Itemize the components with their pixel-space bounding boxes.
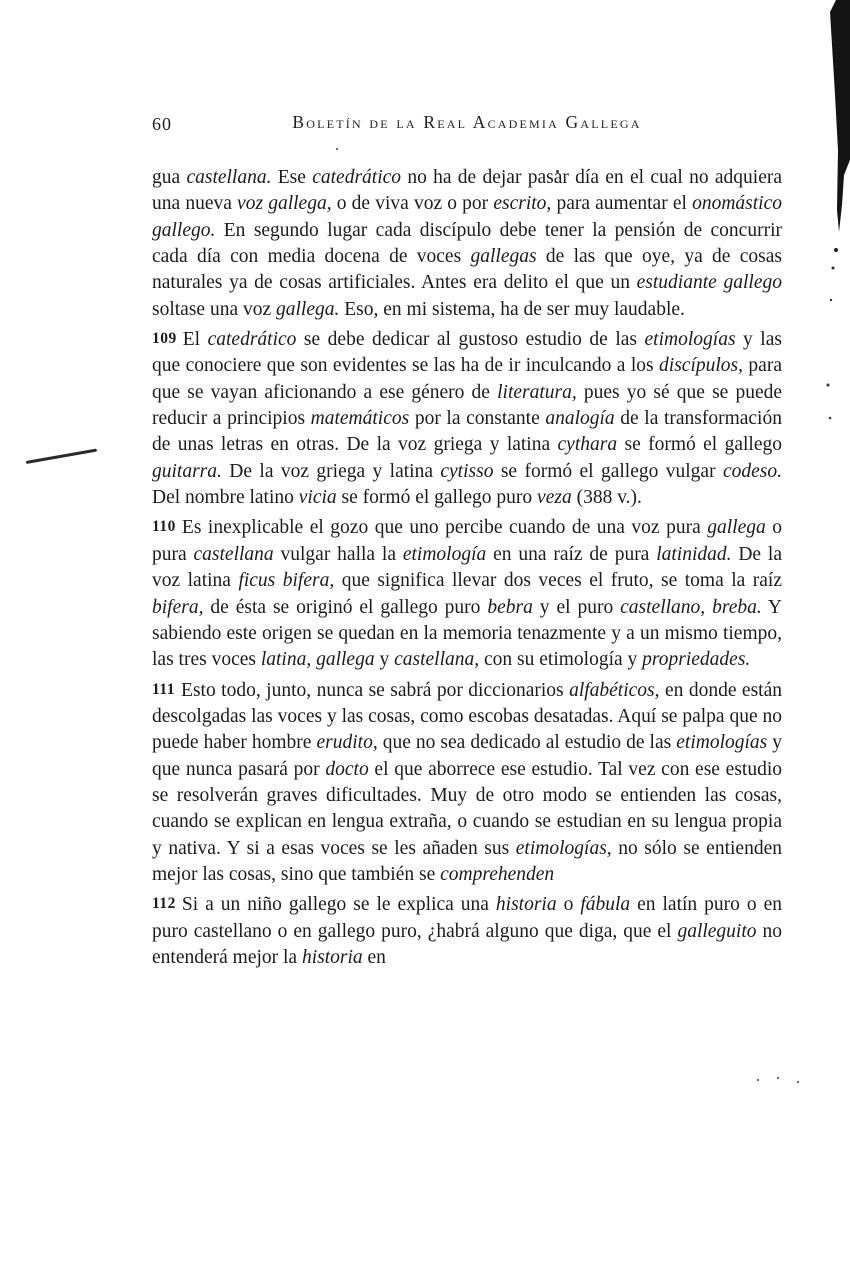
text-run-italic: literatura, (497, 381, 577, 403)
text-run: El (182, 329, 208, 351)
text-run: no sólo se entienden mejor las cosas, sino que también se (152, 837, 782, 885)
text-run-italic: comprehenden (440, 863, 555, 885)
page-header (152, 112, 782, 138)
text-run-italic: veza (537, 487, 572, 509)
text-run-italic: erudito, (316, 732, 378, 754)
scan-speck (797, 1081, 799, 1083)
text-run: o (556, 894, 581, 916)
text-run: de la transformación de unas letras en otras. De la voz griega y latina (152, 408, 782, 456)
text-run: se formó el gallego puro (336, 487, 538, 509)
text-run: o pura (152, 517, 782, 565)
text-run: De la voz latina (152, 543, 782, 592)
text-run: que significa llevar dos veces el fruto, se toma la raíz (334, 570, 782, 592)
text-run-italic: castellana (193, 543, 274, 565)
text-run-italic: etimologías, (515, 837, 612, 859)
text-run-italic: propriedades. (642, 649, 751, 671)
text-run: por la constante (409, 408, 546, 430)
text-run: (388 v.). (571, 487, 642, 509)
text-run-italic: castellano, breba. (620, 596, 762, 618)
text-run-italic: voz gallega, (237, 193, 332, 215)
text-run: Esto todo, junto, nunca se sabrá por diccionarios (181, 679, 570, 701)
text-run-italic: vicia (298, 487, 337, 509)
text-run-italic: bebra (487, 596, 533, 618)
text-run-italic: bifera, (152, 596, 204, 618)
text-run: De la voz griega y latina (221, 460, 441, 482)
text-run-italic: etimologías (676, 732, 768, 754)
text-run-italic: castellana. (186, 167, 272, 188)
text-run-italic: castellana, (394, 649, 480, 671)
paragraph-number: 111 (152, 680, 176, 698)
text-run-italic: gallega. (276, 298, 340, 320)
text-run: en una raíz de pura (486, 543, 657, 565)
text-run-italic: onomástico gallego. (152, 193, 783, 241)
text-run: se formó el gallego vulgar (493, 460, 723, 482)
text-run: en latín puro o en puro castellano o en gallego puro, ¿habrá alguno que diga, que el (152, 894, 782, 942)
text-run: Ese (271, 167, 313, 188)
text-run-italic: cythara (557, 434, 618, 456)
page-number: 60 (152, 114, 172, 134)
scan-speck (777, 1077, 779, 1079)
text-run: Eso, en mi sistema, ha de ser muy laudable. (339, 298, 685, 320)
scan-speck (757, 1079, 759, 1081)
text-run-italic: estudiante gallego (636, 272, 782, 294)
text-run-italic: catedrático (207, 329, 297, 351)
text-run-italic: escrito, (493, 193, 552, 215)
text-run: de ésta se originó el gallego puro (203, 596, 488, 618)
text-run-italic: discípulos, (659, 355, 743, 377)
text-run: o de viva voz o por (331, 193, 494, 215)
paragraph-number: 112 (152, 895, 176, 913)
text-run: y que nunca pasará por (152, 732, 783, 780)
paragraph-continuation (152, 165, 782, 323)
text-block (152, 165, 782, 971)
text-run-italic: fábula (580, 894, 631, 916)
scan-speck (336, 148, 338, 150)
text-run-italic: codeso. (722, 460, 783, 482)
text-run-italic: historia (495, 894, 557, 916)
text-run: Si a un niño gallego se le explica una (181, 894, 496, 916)
text-run-italic: latinidad. (656, 543, 732, 565)
text-run-italic: ficus bifera, (238, 570, 335, 592)
text-run-italic: guitarra. (152, 460, 222, 482)
text-run: pues yo sé que se puede reducir a principios (152, 381, 783, 430)
paragraph-111 (152, 677, 782, 889)
text-run-italic: analogía (545, 408, 615, 430)
text-run: Y sabiendo este origen se quedan en la memoria tenazmente y a un mismo tiempo, las tres voces (152, 596, 782, 671)
text-run-italic: cytisso (440, 460, 494, 482)
text-run: no ha de dejar pasar día en el cual no adquiera una nueva (152, 167, 783, 215)
paragraph-112 (152, 891, 782, 971)
text-run: en donde están descolgadas las voces y las cosas, como escobas desatadas. Aquí se palpa que no puede haber hombre (152, 679, 782, 754)
text-run: Del nombre latino (152, 487, 299, 509)
text-run: que no sea dedicado al estudio de las (377, 732, 677, 754)
pencil-mark (26, 449, 97, 464)
text-run: En segundo lugar cada discípulo debe tener la pensión de concurrir cada día con media docena de voces (152, 219, 782, 268)
text-run: se formó el gallego (617, 434, 783, 456)
text-run: con su etimología y (479, 649, 643, 671)
text-run: no entenderá mejor la (152, 920, 782, 968)
running-title: Boletín de la Real Academia Gallega (292, 112, 642, 132)
text-run: Es inexplicable el gozo que uno percibe cuando de una voz pura (181, 517, 708, 539)
paragraph-109 (152, 326, 782, 511)
text-run-italic: gallegas (470, 246, 537, 268)
text-run-italic: docto (325, 758, 369, 780)
text-run-italic: catedrático (312, 167, 402, 188)
text-run: gua (152, 167, 187, 188)
text-run-italic: galleguito (677, 920, 757, 942)
text-run: y el puro (532, 596, 621, 618)
text-run: de las que oye, ya de cosas naturales ya de cosas artificiales. Antes era delito el que un (152, 246, 782, 294)
paragraph-number: 110 (152, 518, 176, 536)
text-run: y (374, 649, 395, 671)
text-run: se debe dedicar al gustoso estudio de las (296, 329, 645, 351)
paragraph-number: 109 (152, 330, 177, 348)
text-run: y las que conociere que son evidentes se las ha de ir inculcando a los (152, 329, 782, 377)
text-run-italic: historia (301, 946, 363, 968)
text-run: soltase una voz (152, 298, 277, 320)
text-run-italic: latina, gallega (260, 649, 375, 671)
text-run-italic: etimologías (644, 329, 736, 351)
scan-binding-artifact (824, 0, 850, 440)
text-run-italic: etimología (402, 543, 487, 565)
paragraph-110 (152, 514, 782, 673)
text-run: en (362, 946, 386, 968)
text-run-italic: alfabéticos, (569, 679, 660, 701)
text-run: para aumentar el (551, 193, 693, 215)
text-run-italic: matemáticos (310, 408, 410, 430)
text-run-italic: gallega (707, 517, 766, 539)
text-run: para que se vayan aficionando a ese género de (152, 355, 782, 403)
text-run: vulgar halla la (273, 543, 403, 565)
text-run: el que aborrece ese estudio. Tal vez con ese estudio se resolverán graves dificultades. Muy de otro modo se entienden las cosas, cuando se explican en lengua extraña, o cuando se estudian en su lengua propia y nativa. Y si a esas voces se les añaden sus (152, 758, 782, 859)
